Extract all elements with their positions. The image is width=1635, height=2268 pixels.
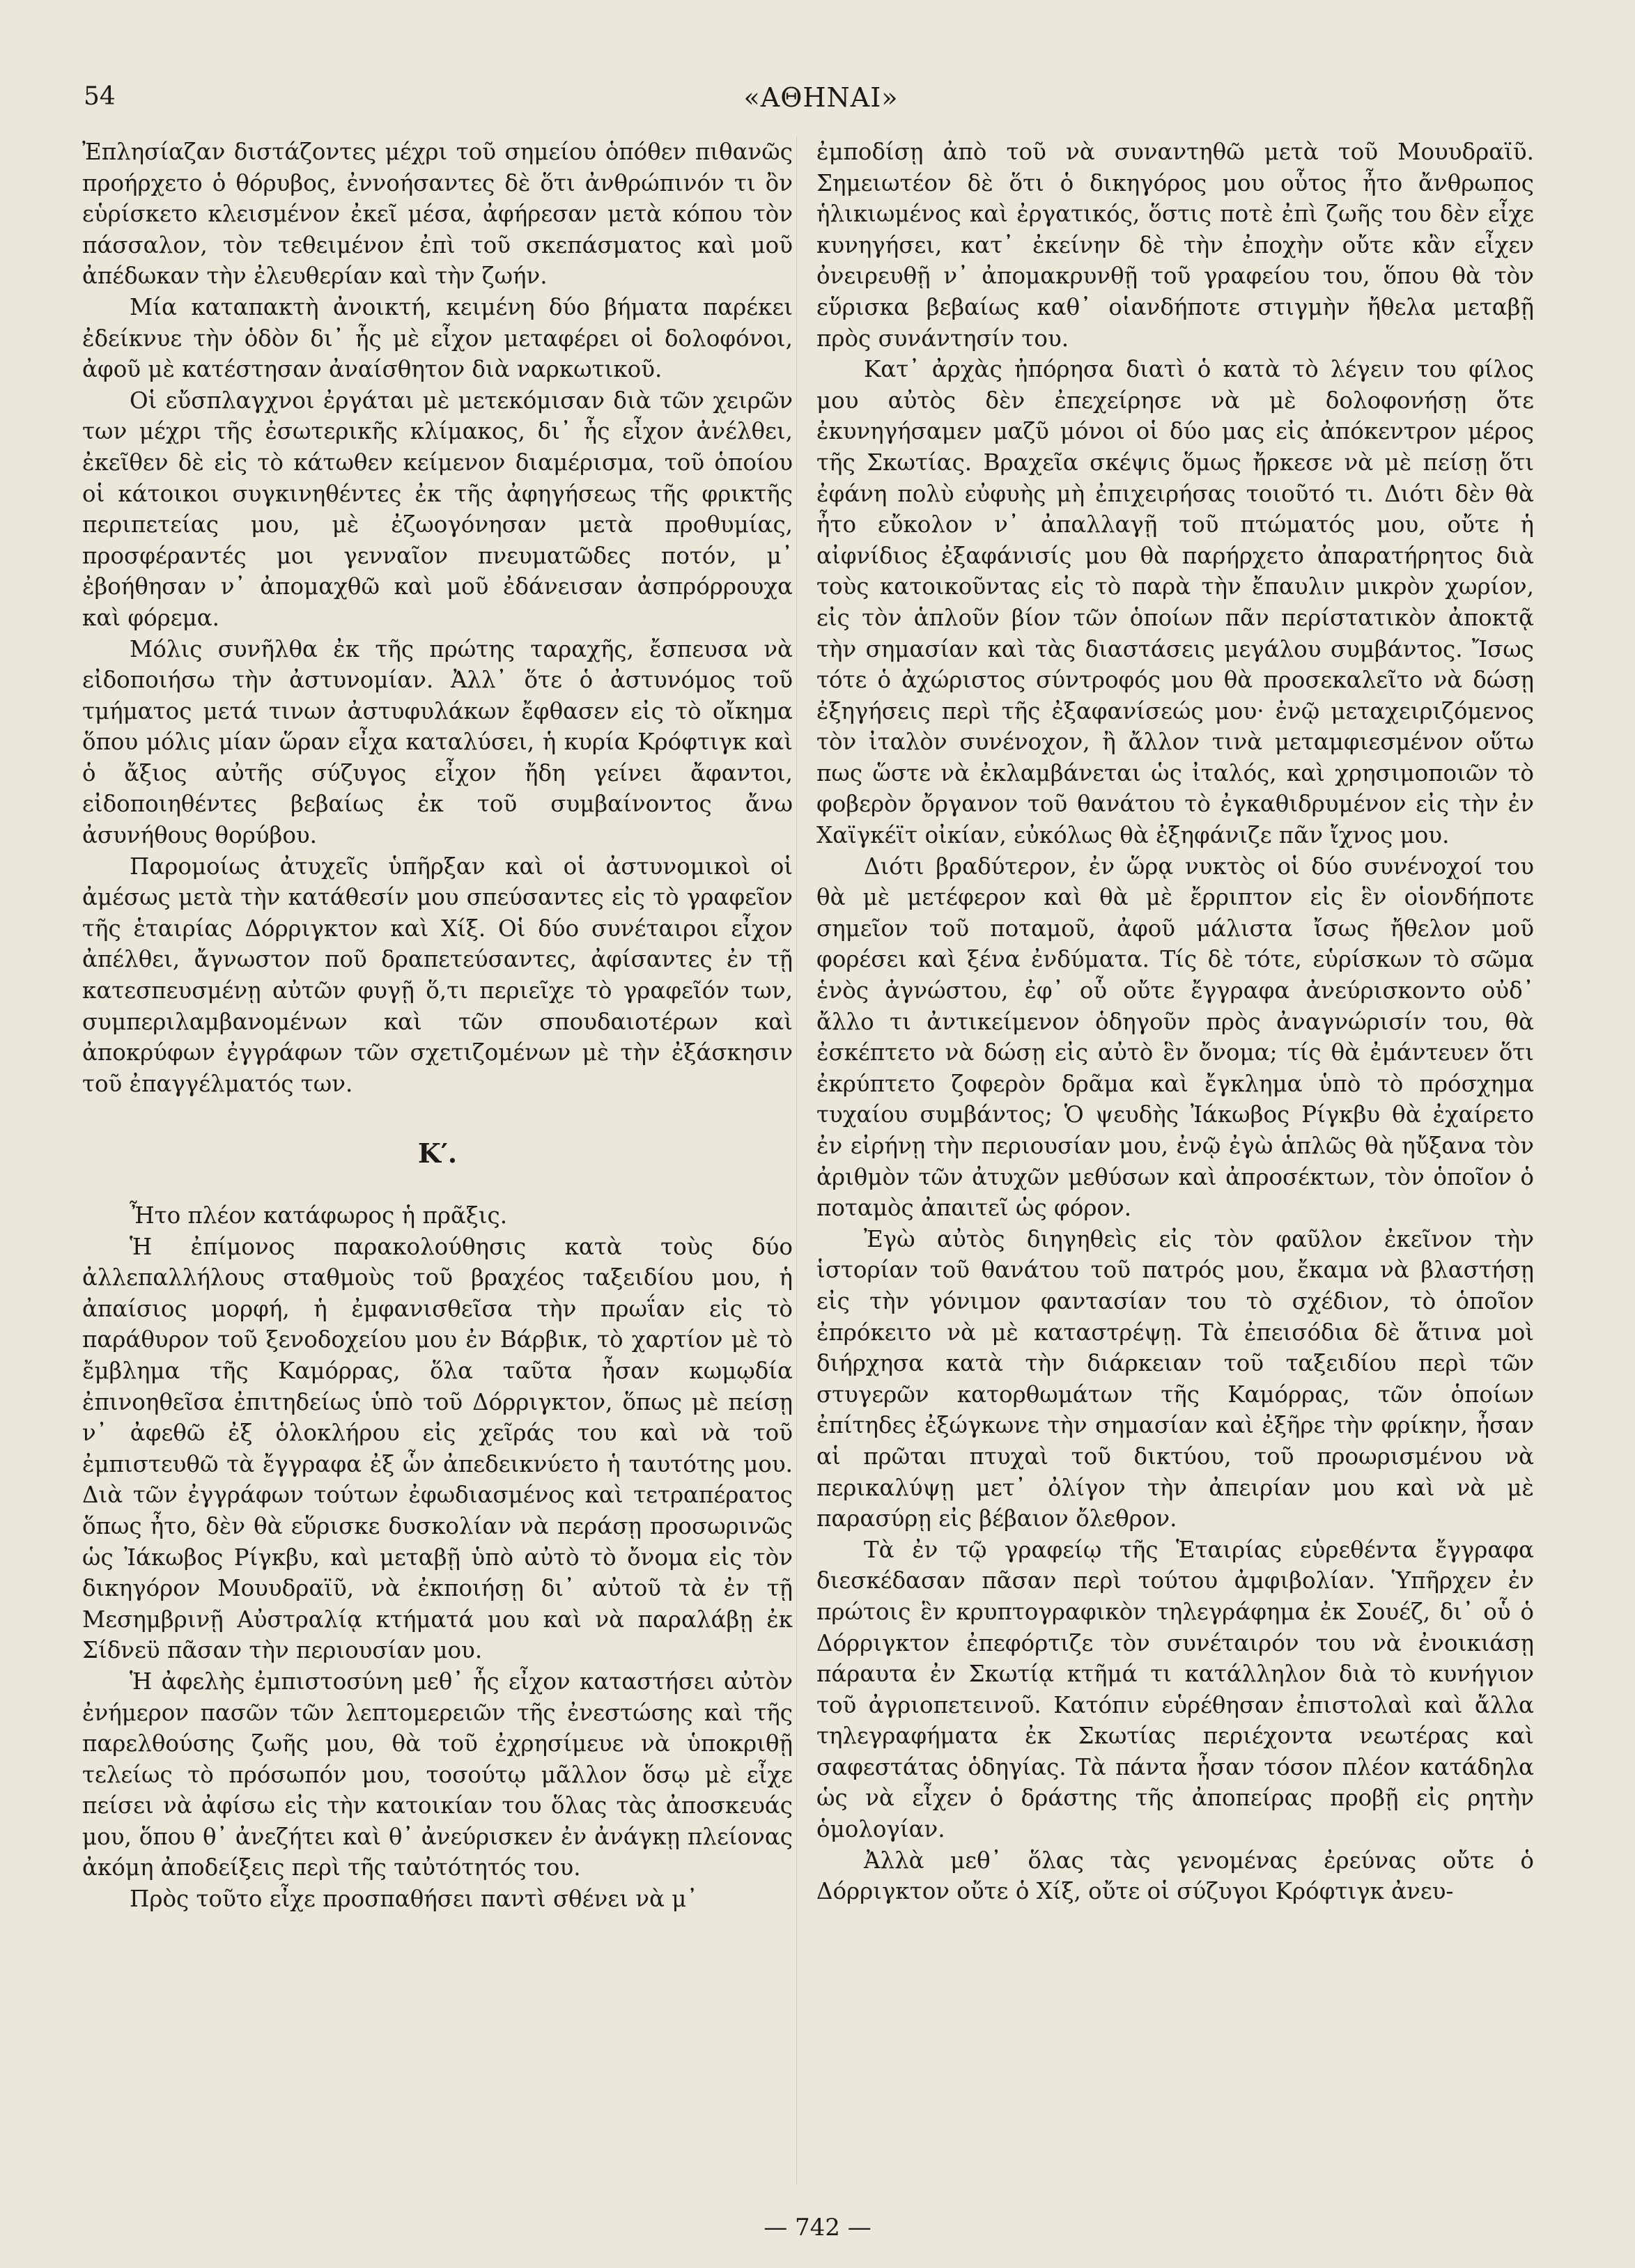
paragraph: Πρὸς τοῦτο εἶχε προσπαθήσει παντὶ σθένει νὰ μ᾽ bbox=[130, 1886, 698, 1913]
paragraph: Κατ᾽ ἀρχὰς ἠπόρησα διατὶ ὁ κατὰ τὸ λέγειν του φίλος μου αὐτὸς δὲν ἐπεχείρησε νὰ μὲ δολοφονήσῃ ὅτε ἐκυνηγήσαμεν μαζῦ μόνοι οἱ δύο μας εἰς ἀπόκεντρον μέρος τῆς Σκωτίας. Βραχεῖα σκέψις ὅμως ἤρκεσε νὰ μὲ πείσῃ ὅτι ἐφάνη πολὺ εὐφυὴς μὴ ἐπιχειρήσας τοιοῦτό τι. Διότι δὲν θὰ ἦτο εὔκολον ν᾽ ἀπαλλαγῇ τοῦ πτώματός μου, οὔτε ἡ αἰφνίδιος ἐξαφάνισίς μου θὰ παρήρχετο ἀπαρατήρητος διὰ τοὺς κατοικοῦντας εἰς τὸ παρὰ τὴν ἔπαυλιν μικρὸν χωρίον, εἰς τὸν ἁπλοῦν βίον τῶν ὁποίων πᾶν περίστατικὸν ἀποκτᾷ τὴν σημασίαν καὶ τὰς διαστάσεις μεγάλου συμβάντος. Ἴσως τότε ὁ ἀχώριστος σύντροφός μου θὰ προσεκαλεῖτο νὰ δώσῃ ἐξηγήσεις περὶ τῆς ἐξαφανίσεώς μου· ἐνῷ μεταχειριζόμενος τὸν ἰταλὸν συνένοχον, ἢ ἄλλον τινὰ μεταμφιεσμένον οὕτω πως ὥστε νὰ ἐκλαμβάνεται ὡς ἰταλός, καὶ χρησιμοποιῶν τὸ φοβερὸν ὄργανον τοῦ θανάτου τὸ ἐγκαθιδρυμένον εἰς τὴν ἐν Χαϊγκέϊτ οἰκίαν, εὐκόλως θὰ ἐξηφάνιζε πᾶν ἴχνος μου. bbox=[816, 356, 1534, 849]
paragraph: ἐμποδίσῃ ἀπὸ τοῦ νὰ συναντηθῶ μετὰ τοῦ Μουυδραϊῦ. Σημειωτέον δὲ ὅτι ὁ δικηγόρος μου οὗτος ἦτο ἄνθρωπος ἡλικιωμένος καὶ ἐργατικός, ὅστις ποτὲ ἐπὶ ζωῆς του δὲν εἶχε κυνηγήσει, κατ᾽ ἐκείνην δὲ τὴν ἐποχὴν οὔτε κἂν εἶχεν ὀνειρευθῇ ν᾽ ἀπομακρυνθῇ τοῦ γραφείου του, ὅπου θὰ τὸν εὕρισκα βεβαίως καθ᾽ οἱανδήποτε στιγμὴν ἤθελα μεταβῇ πρὸς συνάντησίν του. bbox=[816, 139, 1534, 352]
paragraph: Παρομοίως ἀτυχεῖς ὑπῆρξαν καὶ οἱ ἀστυνομικοὶ οἱ ἀμέσως μετὰ τὴν κατάθεσίν μου σπεύσαντες εἰς τὸ γραφεῖον τῆς ἑταιρίας Δόρριγκτον καὶ Χίξ. Οἱ δύο συνέταιροι εἶχον ἀπέλθει, ἄγνωστον ποῦ δραπετεύσαντες, ἀφίσαντες ἐν τῇ κατεσπευσμένῃ αὐτῶν φυγῇ ὅ,τι περιεῖχε τὸ γραφεῖόν των, συμπεριλαμβανομένων καὶ τῶν σπουδαιοτέρων καὶ ἀποκρύφων ἐγγράφων τῶν σχετιζομένων μὲ τὴν ἐξάσκησιν τοῦ ἐπαγγέλματός των. bbox=[82, 853, 793, 1097]
left-column bbox=[82, 137, 793, 2198]
paragraph: Οἱ εὔσπλαγχνοι ἐργάται μὲ μετεκόμισαν διὰ τῶν χειρῶν των μέχρι τῆς ἐσωτερικῆς κλίμακος, δι᾽ ἧς εἶχον ἀνέλθει, ἐκεῖθεν δὲ εἰς τὸ κάτωθεν κείμενον διαμέρισμα, τοῦ ὁποίου οἱ κάτοικοι συγκινηθέντες ἐκ τῆς ἀφηγήσεως τῆς φρικτῆς περιπετείας μου, μὲ ἐζωογόνησαν μετὰ προθυμίας, προσφέραντές μοι γενναῖον πνευματῶδες ποτόν, μ᾽ ἐβοήθησαν ν᾽ ἀπομαχθῶ καὶ μοῦ ἐδάνεισαν ἀσπρόρρουχα καὶ φόρεμα. bbox=[82, 387, 793, 631]
page-number-top: 54 bbox=[84, 82, 116, 111]
running-title: «ΑΘΗΝΑΙ» bbox=[743, 82, 899, 113]
paragraph: Ἐπλησίαζαν διστάζοντες μέχρι τοῦ σημείου ὁπόθεν πιθανῶς προήρχετο ὁ θόρυβος, ἐννοήσαντες δὲ ὅτι ἀνθρώπινόν τι ὂν εὑρίσκετο κλεισμένον ἐκεῖ μέσα, ἀφήρεσαν μετὰ κόπου τὸν πάσσαλον, τὸν τεθειμένον ἐπὶ τοῦ σκεπάσματος καὶ μοῦ ἀπέδωκαν τὴν ἐλευθερίαν καὶ τὴν ζωήν. bbox=[82, 139, 793, 290]
column-divider bbox=[796, 137, 797, 2184]
page-header bbox=[84, 82, 1558, 124]
paragraph: Τὰ ἐν τῷ γραφείῳ τῆς Ἑταιρίας εὑρεθέντα ἔγγραφα διεσκέδασαν πᾶσαν περὶ τούτου ἀμφιβολίαν. Ὑπῆρχεν ἐν πρώτοις ἓν κρυπτογραφικὸν τηλεγράφημα ἐκ Σουέζ, δι᾽ οὗ ὁ Δόρριγκτον ἐπεφόρτιζε τὸν συνέταιρόν του νὰ ἐνοικιάσῃ πάραυτα ἐν Σκωτίᾳ κτῆμά τι κατάλληλον διὰ τὸ κυνήγιον τοῦ ἀγριοπετεινοῦ. Κατόπιν εὑρέθησαν ἐπιστολαὶ καὶ ἄλλα τηλεγραφήματα ἐκ Σκωτίας περιέχοντα νεωτέρας καὶ σαφεστάτας ὁδηγίας. Τὰ πάντα ἦσαν τόσον πλέον κατάδηλα ὡς νὰ εἶχεν ὁ δράστης τῆς ἀποπείρας προβῇ εἰς ρητὴν ὁμολογίαν. bbox=[816, 1536, 1534, 1843]
paragraph: Μόλις συνῆλθα ἐκ τῆς πρώτης ταραχῆς, ἔσπευσα νὰ εἰδοποιήσω τὴν ἀστυνομίαν. Ἀλλ᾽ ὅτε ὁ ἀστυνόμος τοῦ τμήματος μετά τινων ἀστυφυλάκων ἔφθασεν εἰς τὸ οἴκημα ὅπου μόλις μίαν ὥραν εἶχα καταλύσει, ἡ κυρία Κρόφτιγκ καὶ ὁ ἄξιος αὐτῆς σύζυγος εἶχον ἤδη γείνει ἄφαντοι, εἰδοποιηθέντες βεβαίως ἐκ τοῦ συμβαίνοντος ἄνω ἀσυνήθους θορύβου. bbox=[82, 635, 793, 849]
paragraph: Ἦτο πλέον κατάφωρος ἡ πρᾶξις. bbox=[130, 1202, 508, 1229]
paragraph: Ἀλλὰ μεθ᾽ ὅλας τὰς γενομένας ἐρεύνας οὔτε ὁ Δόρριγκτον οὔτε ὁ Χίξ, οὔτε οἱ σύζυγοι Κρόφτιγκ ἀνευ- bbox=[816, 1847, 1534, 1905]
paragraph: Μία καταπακτὴ ἀνοικτή, κειμένη δύο βήματα παρέκει ἐδείκνυε τὴν ὁδὸν δι᾽ ἧς μὲ εἶχον μεταφέρει οἱ δολοφόνοι, ἀφοῦ μὲ κατέστησαν ἀναίσθητον διὰ ναρκωτικοῦ. bbox=[82, 293, 793, 383]
paragraph: Ἡ ἐπίμονος παρακολούθησις κατὰ τοὺς δύο ἀλλεπαλλήλους σταθμοὺς τοῦ βραχέος ταξειδίου μου, ἡ ἀπαίσιος μορφή, ἡ ἐμφανισθεῖσα τὴν πρωΐαν εἰς τὸ παράθυρον τοῦ ξενοδοχείου μου ἐν Βάρβικ, τὸ χαρτίον μὲ τὸ ἔμβλημα τῆς Καμόρρας, ὅλα ταῦτα ἦσαν κωμῳδία ἐπινοηθεῖσα ἐπιτηδείως ὑπὸ τοῦ Δόρριγκτον, ὅπως μὲ πείσῃ ν᾽ ἀφεθῶ ἐξ ὁλοκλήρου εἰς χεῖράς του καὶ νὰ τοῦ ἐμπιστευθῶ τὰ ἔγγραφα ἐξ ὧν ἀπεδεικνύετο ἡ ταυτότης μου. Διὰ τῶν ἐγγράφων τούτων ἐφωδιασμένος καὶ τετραπέρατος ὅπως ἦτο, δὲν θὰ εὕρισκε δυσκολίαν νὰ περάσῃ προσωρινῶς ὡς Ἰάκωβος Ρίγκβυ, καὶ μεταβῇ ὑπὸ αὐτὸ τὸ ὄνομα εἰς τὸν δικηγόρον Μουυδραϊῦ, νὰ ἐκποιήσῃ δι᾽ αὐτοῦ τὰ ἐν τῇ Μεσημβρινῇ Αὐστραλίᾳ κτήματά μου καὶ νὰ παραλάβῃ ἐκ Σίδνεϋ πᾶσαν τὴν περιουσίαν μου. bbox=[82, 1233, 793, 1664]
paragraph: Ἡ ἀφελὴς ἐμπιστοσύνη μεθ᾽ ἧς εἶχον καταστήσει αὐτὸν ἐνήμερον πασῶν τῶν λεπτομερειῶν τῆς ἐνεστώσης καὶ τῆς παρελθούσης ζωῆς μου, θὰ τοῦ ἐχρησίμευε νὰ ὑποκριθῇ τελείως τὸ πρόσωπόν μου, τοσούτῳ μᾶλλον ὅσῳ μὲ εἶχε πείσει νὰ ἀφίσω εἰς τὴν κατοικίαν του ὅλας τὰς ἀποσκευάς μου, ὅπου θ᾽ ἀνεζήτει καὶ θ᾽ ἀνεύρισκεν ἐν ἀνάγκῃ πλείονας ἀκόμη ἀποδείξεις περὶ τῆς ταὐτότητός του. bbox=[82, 1668, 793, 1881]
section-heading: Κ′. bbox=[417, 1137, 458, 1170]
right-column bbox=[816, 137, 1534, 2198]
page-number-footer: — 742 — bbox=[764, 2214, 871, 2242]
paragraph: Ἐγὼ αὐτὸς διηγηθεὶς εἰς τὸν φαῦλον ἐκεῖνον τὴν ἱστορίαν τοῦ θανάτου τοῦ πατρός μου, ἔκαμα νὰ βλαστήσῃ εἰς τὴν γόνιμον φαντασίαν του τὸ σχέδιον, τὸ ὁποῖον ἐπρόκειτο νὰ μὲ καταστρέψῃ. Τὰ ἐπεισόδια δὲ ἅτινα μοὶ διήρχησα κατὰ τὴν διάρκειαν τοῦ ταξειδίου περὶ τῶν στυγερῶν κατορθωμάτων τῆς Καμόρρας, τῶν ὁποίων ἐπίτηδες ἐξώγκωνε τὴν σημασίαν καὶ ἐξῆρε τὴν φρίκην, ἦσαν αἱ πρῶται πτυχαὶ τοῦ δικτύου, τοῦ προωρισμένου νὰ περικαλύψῃ μετ᾽ ὀλίγον τὴν ἀπειρίαν μου καὶ νὰ μὲ παρασύρῃ εἰς βέβαιον ὄλεθρον. bbox=[816, 1225, 1534, 1532]
paragraph: Διότι βραδύτερον, ἐν ὥρᾳ νυκτὸς οἱ δύο συνένοχοί του θὰ μὲ μετέφερον καὶ θὰ μὲ ἔρριπτον εἰς ἓν οἱονδήποτε σημεῖον τοῦ ποταμοῦ, ἀφοῦ μάλιστα ἴσως ἤθελον μοῦ φορέσει καὶ ξένα ἐνδύματα. Τίς δὲ τότε, εὑρίσκων τὸ σῶμα ἑνὸς ἀγνώστου, ἐφ᾽ οὗ οὔτε ἔγγραφα ἀνεύρισκοντο οὐδ᾽ ἄλλο τι ἀντικείμενον ὁδηγοῦν πρὸς ἀναγνώρισίν του, θὰ ἐσκέπτετο νὰ δώσῃ εἰς αὐτὸ ἓν ὄνομα; τίς θὰ ἐμάντευεν ὅτι ἐκρύπτετο ζοφερὸν δρᾶμα καὶ ἔγκλημα ὑπὸ τὸ πρόσχημα τυχαίου συμβάντος; Ὁ ψευδὴς Ἰάκωβος Ρίγκβυ θὰ ἐχαίρετο ἐν εἰρήνῃ τὴν περιουσίαν μου, ἐνῷ ἐγὼ ἁπλῶς θὰ ηὔξανα τὸν ἀριθμὸν τῶν ἀτυχῶν μεθύσων καὶ ἀπροσέκτων, τὸν ὁποῖον ὁ ποταμὸς ἀπαιτεῖ ὡς φόρον. bbox=[816, 853, 1534, 1222]
